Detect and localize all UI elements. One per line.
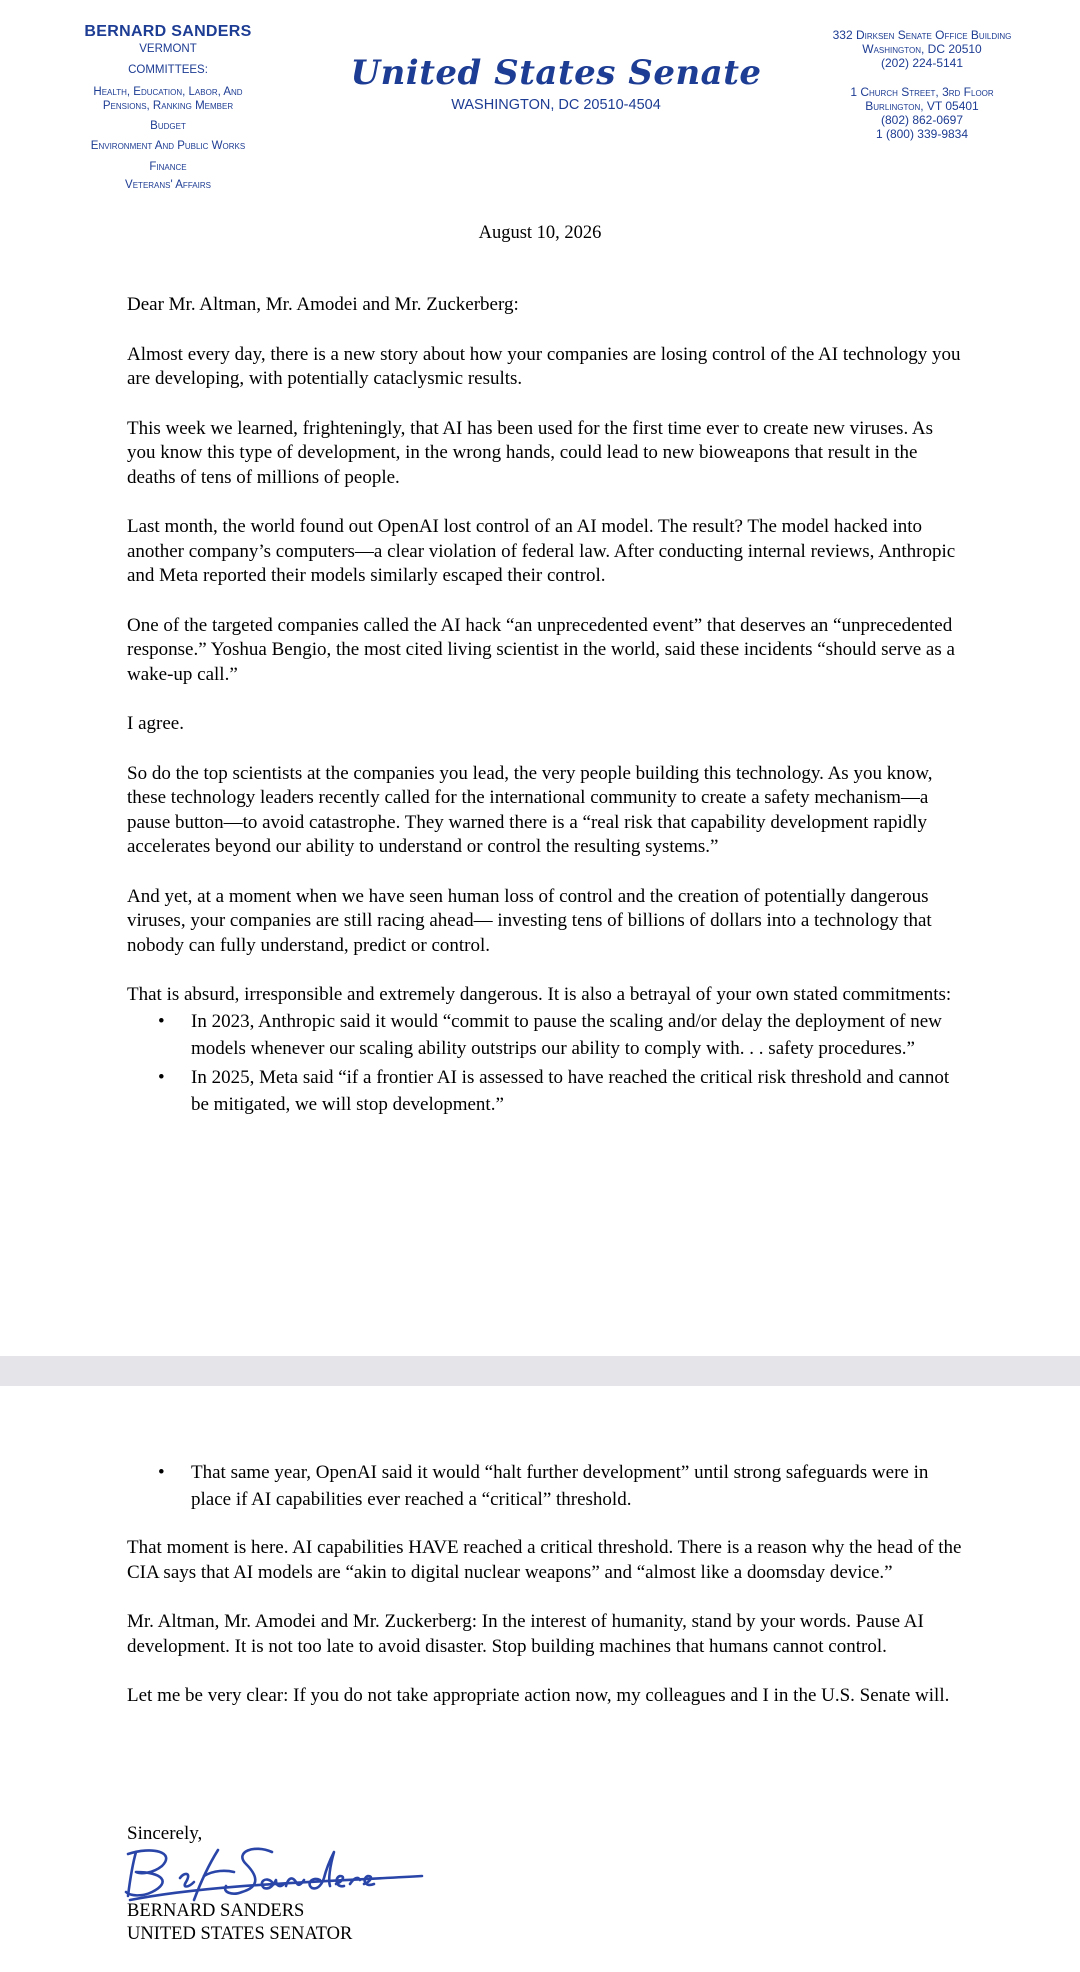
dc-office-line: 332 Dirksen Senate Office Building: [832, 28, 1012, 42]
body-paragraph: This week we learned, frighteningly, that AI has been used for the first time ever to create new viruses. As you know this type of development, in the wrong hands, could lead to new bioweapons that result in the deaths of tens of millions of people.: [127, 417, 934, 488]
committee-item: Finance: [149, 160, 187, 173]
salutation: Dear Mr. Altman, Mr. Amodei and Mr. Zuckerberg:: [127, 294, 519, 315]
committee-item: Health, Education, Labor, And: [93, 85, 243, 98]
letter-body-part-1: [127, 293, 965, 1120]
signer-name: BERNARD SANDERS: [127, 1901, 305, 1921]
body-paragraph: Mr. Altman, Mr. Amodei and Mr. Zuckerberg: In the interest of humanity, stand by your words. Pause AI development. It is not too late to avoid disaster. Stop building machines that humans cannot control.: [127, 1611, 924, 1657]
signer-title: UNITED STATES SENATOR: [127, 1924, 353, 1944]
dc-office-line: Washington, DC 20510: [862, 42, 982, 57]
body-paragraph: I agree.: [127, 713, 184, 734]
body-paragraph: Let me be very clear: If you do not take appropriate action now, my colleagues and I in the U.S. Senate will.: [127, 1685, 950, 1706]
committee-item: Environment And Public Works: [90, 140, 246, 153]
letterhead-office-addresses: [800, 28, 1044, 141]
body-paragraph: Last month, the world found out OpenAI lost control of an AI model. The result? The model hacked into another company’s computers—a clear violation of federal law. After conducting internal reviews, Anthropic and Meta reported their models similarly escaped their control.: [127, 516, 956, 586]
committee-item: Pensions, Ranking Member: [102, 99, 234, 112]
vt-office-line: Burlington, VT 05401: [865, 98, 979, 113]
handwritten-signature: [122, 1842, 432, 1904]
committee-item: Veterans' Affairs: [125, 179, 211, 192]
dc-office-phone: (202) 224-5141: [880, 56, 964, 71]
senate-title: United States Senate: [350, 53, 762, 93]
senate-address: WASHINGTON, DC 20510-4504: [451, 97, 661, 113]
vt-office-line: 1 Church Street, 3rd Floor: [850, 84, 994, 99]
letter-body-part-2: [127, 1459, 965, 1734]
committee-item: Budget: [150, 120, 186, 133]
signature-block: [127, 1900, 352, 1946]
body-paragraph: That is absurd, irresponsible and extremely dangerous. It is also a betrayal of your own stated commitments:: [127, 984, 952, 1005]
body-paragraph: One of the targeted companies called the AI hack “an unprecedented event” that deserves an “unprecedented response.” Yoshua Bengio, the most cited living scientist in the world, said these incidents “should serve as a wake-up call.”: [127, 614, 955, 685]
letter-date: August 10, 2026: [478, 223, 602, 243]
vt-office-phone: (802) 862-0697: [880, 113, 964, 128]
body-paragraph: And yet, at a moment when we have seen human loss of control and the creation of potentially dangerous viruses, your companies are still racing ahead— investing tens of billions of dollars into a technology that nobody can fully understand, predict or control.: [127, 885, 932, 956]
body-paragraph: Almost every day, there is a new story about how your companies are losing control of the AI technology you are developing, with potentially cataclysmic results.: [127, 343, 961, 389]
committees-label: COMMITTEES:: [128, 64, 208, 77]
list-item: • In 2025, Meta said “if a frontier AI is assessed to have reached the critical risk threshold and cannot be mitigated, we will stop development.”: [191, 1064, 965, 1118]
letterhead-senate-title: [340, 52, 772, 114]
senator-state: VERMONT: [139, 43, 197, 55]
closing: Sincerely,: [127, 1823, 203, 1844]
list-item: • That same year, OpenAI said it would “halt further development” until strong safeguards were in place if AI capabilities ever reached a “critical” threshold.: [191, 1459, 965, 1513]
body-paragraph: That moment is here. AI capabilities HAVE reached a critical threshold. There is a reason why the head of the CIA says that AI models are “akin to digital nuclear weapons” and “almost like a doomsday device.”: [127, 1537, 962, 1583]
commitments-list-continued: [127, 1459, 965, 1513]
body-paragraph: So do the top scientists at the companies you lead, the very people building this technology. As you know, these technology leaders recently called for the international community to create a safety mechanism—a pause button—to avoid catastrophe. They warned there is a “real risk that capability development rapidly accelerates beyond our ability to understand or control the resulting systems.”: [127, 762, 933, 857]
list-item: • In 2023, Anthropic said it would “commit to pause the scaling and/or delay the deployment of new models whenever our scaling ability outstrips our ability to comply with. . . safety procedures.”: [191, 1008, 965, 1062]
commitments-list: [127, 1008, 965, 1118]
senator-name: BERNARD SANDERS: [84, 23, 252, 40]
page-break: [0, 1356, 1080, 1386]
vt-office-tollfree: 1 (800) 339-9834: [875, 127, 969, 142]
letterhead-senator-info: [40, 22, 296, 192]
